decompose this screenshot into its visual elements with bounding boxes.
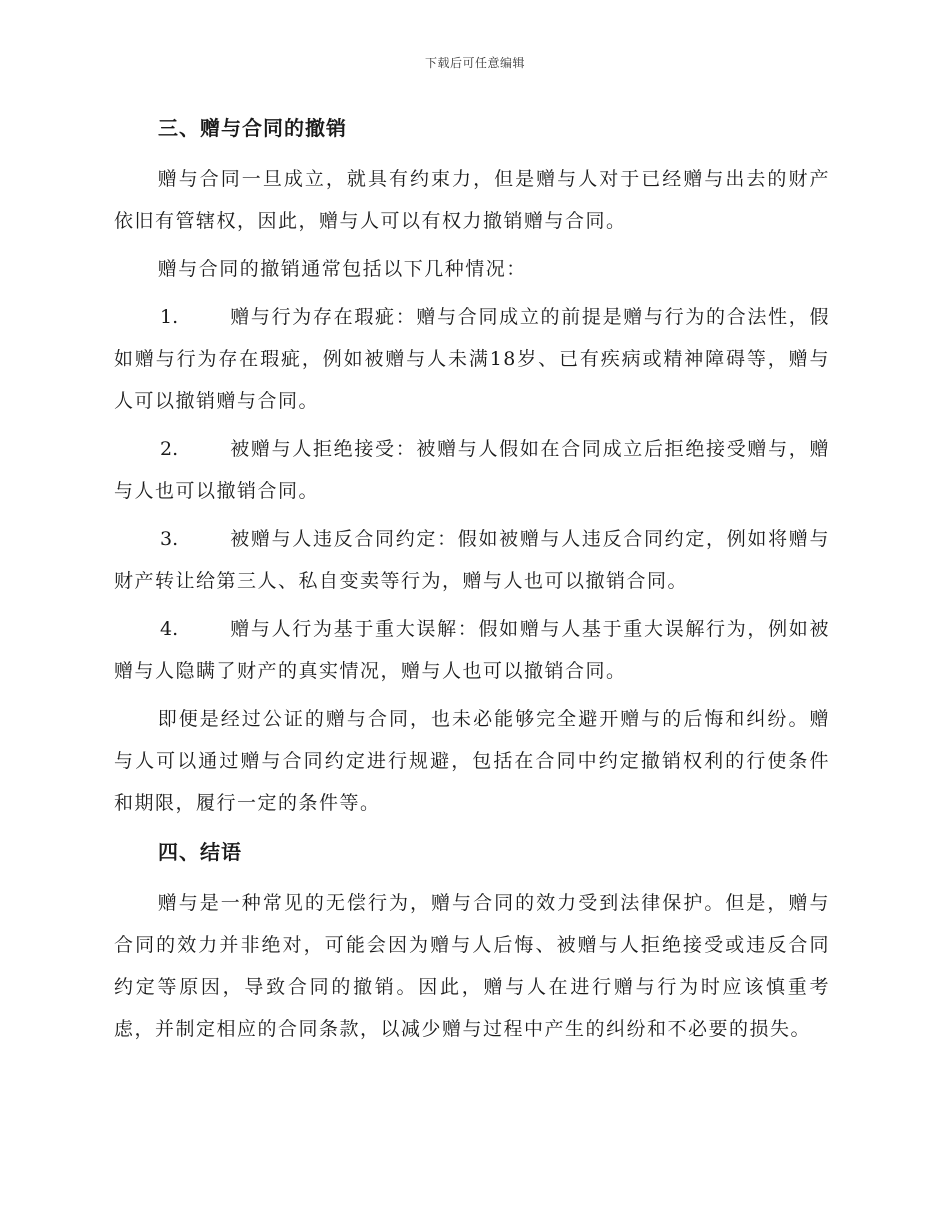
list-item-text: 被赠与人违反合同约定：假如被赠与人违反合同约定，例如将赠与财产转让给第三人、私自变卖等行为，赠与人也可以撤销合同。 xyxy=(114,528,830,592)
paragraph-closing: 即便是经过公证的赠与合同，也未必能够完全避开赠与的后悔和纠纷。赠与人可以通过赠与合同约定进行规避，包括在合同中约定撤销权利的行使条件和期限，履行一定的条件等。 xyxy=(114,708,830,814)
list-item-text: 被赠与人拒绝接受：被赠与人假如在合同成立后拒绝接受赠与，赠与人也可以撤销合同。 xyxy=(114,438,830,502)
list-item xyxy=(114,296,830,422)
list-item xyxy=(114,608,830,692)
document-body xyxy=(114,108,830,1056)
paragraph-intro: 赠与合同一旦成立，就具有约束力，但是赠与人对于已经赠与出去的财产依旧有管辖权，因此，赠与人可以有权力撤销赠与合同。 xyxy=(114,168,830,232)
list-item-number: 3. xyxy=(160,528,179,550)
paragraph-conclusion: 赠与是一种常见的无偿行为，赠与合同的效力受到法律保护。但是，赠与合同的效力并非绝对，可能会因为赠与人后悔、被赠与人拒绝接受或违反合同约定等原因，导致合同的撤销。因此，赠与人在进行赠与行为时应该慎重考虑，并制定相应的合同条款，以减少赠与过程中产生的纠纷和不必要的损失。 xyxy=(114,892,830,1040)
list-item-text: 赠与行为存在瑕疵：赠与合同成立的前提是赠与行为的合法性，假如赠与行为存在瑕疵，例如被赠与人未满18岁、已有疾病或精神障碍等，赠与人可以撤销赠与合同。 xyxy=(114,306,830,412)
page-header: 下载后可任意编辑 xyxy=(424,56,525,70)
list-item-number: 1. xyxy=(160,306,179,328)
section-heading-conclusion: 四、结语 xyxy=(158,840,242,864)
list-item-text: 赠与人行为基于重大误解：假如赠与人基于重大误解行为，例如被赠与人隐瞒了财产的真实情况，赠与人也可以撤销合同。 xyxy=(114,618,830,682)
section-heading-revocation: 三、赠与合同的撤销 xyxy=(158,116,347,140)
paragraph-lead: 赠与合同的撤销通常包括以下几种情况： xyxy=(157,258,527,280)
list-item-number: 4. xyxy=(160,618,179,640)
list-item xyxy=(114,428,830,512)
list-item xyxy=(114,518,830,602)
list-item-number: 2. xyxy=(160,438,179,460)
